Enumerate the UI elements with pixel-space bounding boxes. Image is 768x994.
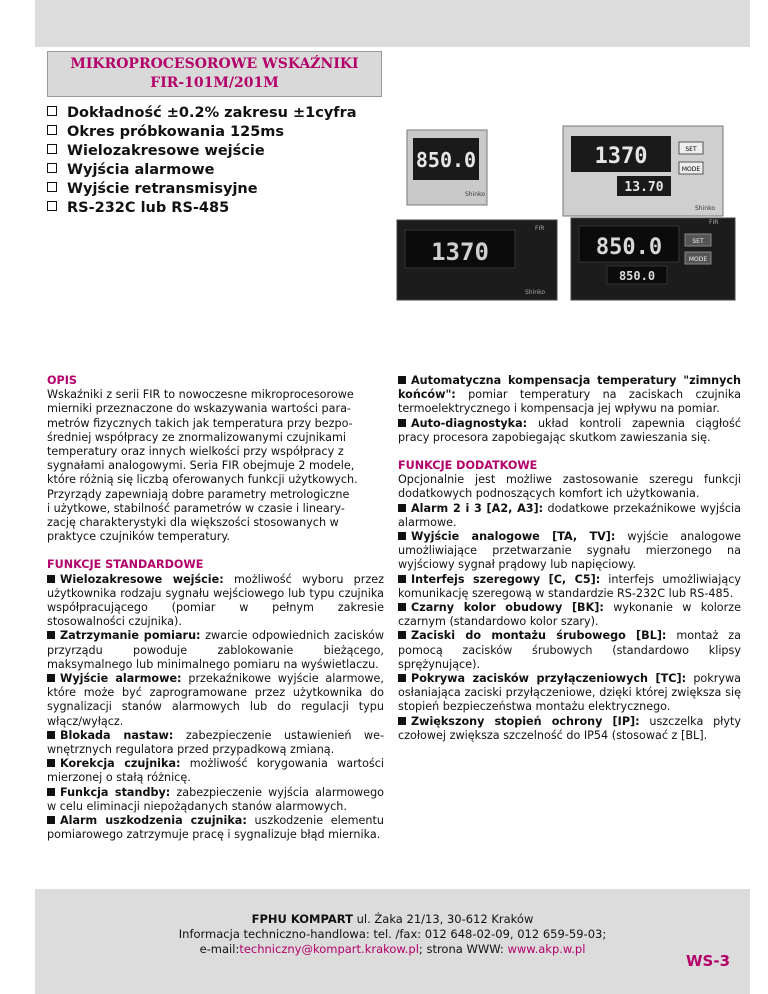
bullet-square-icon — [398, 674, 406, 682]
bullet-square-icon — [47, 816, 55, 824]
feature-detail: Automatyczna kompensacja temperatury "zimnych końców": pomiar temperatury na zaciskach czujnika termoelektrycznego i kompensacja jej wpływu na pomiar. — [398, 374, 741, 416]
company-name: FPHU KOMPART — [251, 912, 353, 926]
left-column — [47, 374, 384, 843]
standard-item: Wielozakresowe wejście: możliwość wyboru przez użytkownika rodzaju sygnału wejściowego lub typu czujnika współpracującego (pomiar w pełnym zakresie stosowalności czujnika). — [47, 572, 385, 629]
bullet-square-icon — [47, 575, 55, 583]
bullet-square-icon — [47, 674, 55, 682]
checkbox-icon — [47, 106, 57, 116]
display-digits: 850.0 — [415, 148, 477, 172]
right-column — [398, 374, 741, 743]
title-line-1: MIKROPROCESOROWE WSKAŹNIKI — [70, 56, 359, 72]
website-link[interactable]: www.akp.w.pl — [507, 942, 586, 956]
checkbox-icon — [47, 182, 57, 192]
opis-text: Wskaźniki z serii FIR to nowoczesne mikroprocesorowe mierniki przeznaczone do wskazywania wartości para- metrów fizycznych takich jak temperatura przy bezpo- średniej współpracy ze znormalizowanymi czujnikami temperatury oraz innych wielkości przy współpracy z sygnałami analogowymi. Seria FIR obejmuje 2 modele, które różnią się liczbą oferowanych funkcji użytkowych. Przyrządy zapewniają dobre parametry metrologiczne i użytkowe, stabilność parametrów w czasie i lineary- zację charakterystyki dla większości stosowanych w praktyce czujników temperatury. — [47, 388, 358, 544]
bullet-square-icon — [47, 731, 55, 739]
opis-heading: OPIS — [47, 374, 77, 387]
additional-item: Zaciski do montażu śrubowego [BL]: montaż za pomocą zacisków śrubowych (standardowo klipsy sprężynujące). — [398, 629, 742, 671]
product-photo — [395, 118, 740, 303]
bullet-square-icon — [398, 575, 406, 583]
display-digits: 13.70 — [624, 180, 664, 195]
bullet-square-icon — [398, 532, 406, 540]
feature-item: Wyjście retransmisyjne — [47, 180, 357, 199]
page-code: WS-3 — [686, 952, 731, 970]
feature-item: Wielozakresowe wejście — [47, 142, 357, 161]
additional-item: Wyjście analogowe [TA, TV]: wyjście analogowe umożliwiające przetwarzanie sygnału mierzonego na wyjściowy sygnał prądowy lub napięciowy. — [398, 530, 742, 572]
brand-label: Shinko — [695, 205, 716, 212]
brand-label: Shinko — [465, 191, 486, 198]
key-label: MODE — [681, 166, 701, 173]
footer-line-1 — [35, 912, 750, 927]
additional-item: Interfejs szeregowy [C, C5]: interfejs umożliwiający komunikację szeregową w standardzie RS-232C lub RS-485. — [398, 572, 741, 600]
title-line-2: FIR-101M/201M — [150, 75, 279, 91]
additional-item: Zwiększony stopień ochrony [IP]: uszczelka płyty czołowej zwiększa szczelność do IP54 (stosować z [BL]. — [398, 714, 741, 742]
standard-item: Wyjście alarmowe: przekaźnikowe wyjście alarmowe, które może być zaprogramowane przez użytkownika do sygnalizacji stanów alarmowych lub do regulacji typu włącz/wyłącz. — [47, 672, 384, 728]
bullet-square-icon — [47, 631, 55, 639]
key-label: SET — [685, 146, 697, 153]
brand-label: Shinko — [525, 289, 546, 296]
bullet-square-icon — [47, 759, 55, 767]
bullet-square-icon — [398, 376, 406, 384]
standard-heading: FUNKCJE STANDARDOWE — [47, 558, 204, 572]
title-box — [47, 51, 382, 97]
bullet-square-icon — [398, 504, 406, 512]
bullet-square-icon — [398, 631, 406, 639]
bullet-square-icon — [398, 419, 406, 427]
checkbox-icon — [47, 201, 57, 211]
standard-item: Alarm uszkodzenia czujnika: uszkodzenie elementu pomiarowego zatrzymuje pracę i sygnalizuje błąd miernika. — [47, 814, 384, 842]
footer-line-3: e-mail:techniczny@kompart.krakow.pl; strona WWW: www.akp.w.pl — [199, 942, 586, 956]
feature-list — [47, 104, 357, 218]
display-digits: 1370 — [431, 238, 489, 266]
additional-item: Pokrywa zacisków przyłączeniowych [TC]: pokrywa osłaniająca zaciski przyłączeniowe, dzięki której zwiększa się stopień bezpieczeństwa montażu elektrycznego. — [398, 672, 741, 714]
additional-intro: Opcjonalnie jest możliwe zastosowanie szeregu funkcji dodatkowych podnoszących komfort ich użytkowania. — [398, 473, 741, 501]
email-link[interactable]: techniczny@kompart.krakow.pl — [239, 942, 419, 956]
additional-heading: FUNKCJE DODATKOWE — [398, 459, 538, 473]
key-label: MODE — [688, 256, 708, 263]
display-digits: 850.0 — [595, 235, 663, 260]
model-label: FIR — [709, 219, 719, 226]
display-digits: 850.0 — [618, 269, 656, 283]
feature-item: Wyjścia alarmowe — [47, 161, 357, 180]
bullet-square-icon — [47, 788, 55, 796]
key-label: SET — [692, 238, 704, 245]
checkbox-icon — [47, 163, 57, 173]
checkbox-icon — [47, 125, 57, 135]
feature-item: Okres próbkowania 125ms — [47, 123, 357, 142]
footer — [35, 912, 750, 957]
additional-item: Alarm 2 i 3 [A2, A3]: dodatkowe przekaźnikowe wyjścia alarmowe. — [398, 501, 742, 529]
standard-item: Funkcja standby: zabezpieczenie wyjścia alarmowego w celu eliminacji niepożądanych stanów alarmowych. — [47, 785, 385, 813]
feature-item: RS-232C lub RS-485 — [47, 199, 357, 218]
standard-item: Zatrzymanie pomiaru: zwarcie odpowiednich zacisków przyrządu powoduje zablokowanie bieżącego, maksymalnego lub minimalnego pomiaru na wyświetlaczu. — [47, 629, 385, 671]
additional-item: Czarny kolor obudowy [BK]: wykonanie w kolorze czarnym (standardowo kolor szary). — [398, 601, 741, 629]
feature-detail: Auto-diagnostyka: układ kontroli zapewnia ciągłość pracy procesora zapobiegając skutkom zawieszania się. — [398, 416, 742, 444]
standard-item: Korekcja czujnika: możliwość korygowania wartości mierzonej o stałą różnicę. — [47, 757, 385, 785]
standard-item: Blokada nastaw: zabezpieczenie ustawienień wewnętrznych regulatora przed przypadkową zmianą. — [47, 728, 385, 757]
bullet-square-icon — [398, 717, 406, 725]
feature-item: Dokładność ±0.2% zakresu ±1cyfra — [47, 104, 357, 123]
bullet-square-icon — [398, 603, 406, 611]
display-digits: 1370 — [594, 144, 648, 169]
model-label: FIR — [535, 225, 545, 232]
footer-line-2: Informacja techniczno-handlowa: tel. /fax: 012 648-02-09, 012 659-59-03; — [178, 927, 607, 941]
company-address: ul. Żaka 21/13, 30-612 Kraków — [352, 912, 534, 926]
checkbox-icon — [47, 144, 57, 154]
